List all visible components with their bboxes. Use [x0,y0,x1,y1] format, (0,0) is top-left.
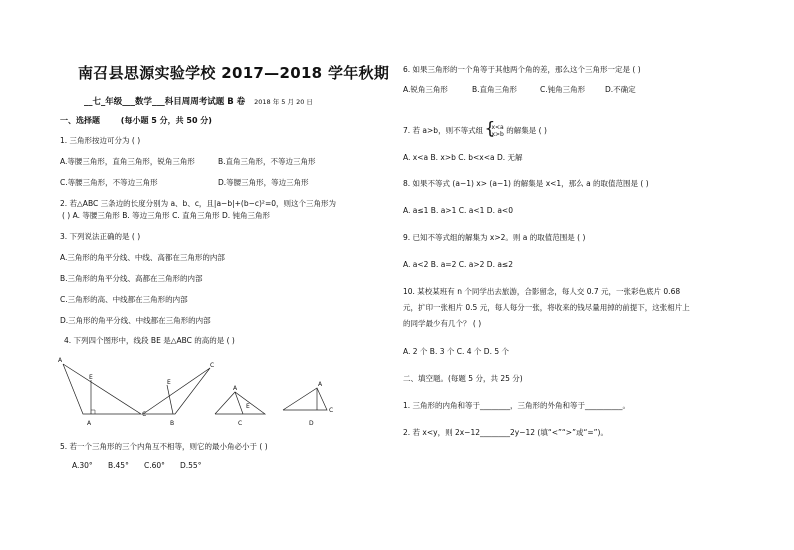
q10-line-1: 10. 某校某班有 n 个同学出去旅游，合影留念，每人交 0.7 元，一张彩色底片 0.68 [403,287,681,296]
q5-option-b: B.45° [108,461,129,470]
q8-stem: 8. 如果不等式 (a−1) x> (a−1) 的解集是 x<1，那么 a 的取值范围是 ( ) [403,179,649,188]
q7-inequality-2: x>b [491,131,504,138]
q1-option-c: C.等腰三角形，不等边三角形 [60,178,158,187]
fig-c-point-a: A [233,385,238,392]
section-2-heading: 二、填空题。(每题 5 分，共 25 分) [403,374,523,383]
figure-b-segment-be [167,385,173,414]
q8-options: A. a≤1 B. a>1 C. a<1 D. a<0 [403,206,513,215]
q1-option-b: B.直角三角形，不等边三角形 [218,157,316,166]
q9-stem: 9. 已知不等式组的解集为 x>2。则 a 的取值范围是 ( ) [403,233,586,242]
q4-stem: 4. 下列四个图形中，线段 BE 是△ABC 的高的是 ( ) [64,336,235,345]
fill-1: 1. 三角形的内角和等于________，三角形的外角和等于__________。 [403,401,631,410]
q5-option-a: A.30° [72,461,93,470]
exam-date: 2018 年 5 月 20 日 [254,98,313,106]
q3-stem: 3. 下列说法正确的是 ( ) [60,232,141,241]
fig-a-point-e: E [89,374,93,381]
q1-option-a: A.等腰三角形，直角三角形，锐角三角形 [60,157,195,166]
q6-option-d: D.不确定 [605,85,636,94]
figure-d-label: D [309,420,314,427]
fig-b-point-e: E [167,379,171,386]
exam-subtitle [84,95,313,107]
q4-figures [55,350,395,430]
q1-option-d: D.等腰三角形，等边三角形 [218,178,309,187]
figure-c-label: C [238,420,243,427]
q3-option-c: C.三角形的高、中线都在三角形的内部 [60,295,188,304]
q7-stem [403,124,547,138]
q5-stem: 5. 若一个三角形的三个内角互不相等，则它的最小角必小于 ( ) [60,442,268,451]
q7-inequality-1: { x<a [491,124,504,131]
section-1-heading [60,115,212,126]
q7-inequality-system [485,124,503,138]
q10-line-3: 的同学最少有几个？ ( ) [403,319,482,328]
figure-a-right-angle-mark [91,410,95,414]
fig-d-point-c: C [329,407,334,414]
q5-option-c: C.60° [144,461,165,470]
fig-a-point-c: C [142,411,147,418]
q6-option-b: B.直角三角形 [472,85,518,94]
q7-suffix: 的解集是 ( ) [506,126,547,135]
figure-a-label: A [87,420,92,427]
q6-stem: 6. 如果三角形的一个角等于其他两个角的差，那么这个三角形一定是 ( ) [403,65,641,74]
q3-option-a: A.三角形的角平分线、中线、高都在三角形的内部 [60,253,225,262]
q9-options: A. a<2 B. a=2 C. a>2 D. a≤2 [403,260,513,269]
q10-line-2: 元，扩印一张相片 0.5 元，每人每分一张，将收来的钱尽量用掉的前提下，这张相片上 [403,303,690,312]
section-1-title: 一、选择题 [60,116,100,125]
fig-c-point-e: E [246,403,250,410]
q2-line-2: ( ) A. 等腰三角形 B. 等边三角形 C. 直角三角形 D. 钝角三角形 [62,211,270,220]
figure-d-triangle [283,388,327,410]
fig-b-point-c: C [210,362,215,369]
figure-c-triangle [215,392,265,414]
section-1-note: (每小题 5 分，共 50 分) [120,116,212,125]
subtitle-main: __七_年级___数学___科目周周考试题 B 卷 [84,97,246,107]
figure-b-triangle [143,368,210,414]
q7-options: A. x<a B. x>b C. b<x<a D. 无解 [403,153,523,162]
fig-d-point-a: A [318,381,323,388]
figure-a-triangle [63,364,141,414]
q3-option-d: D.三角形的角平分线、中线都在三角形的内部 [60,316,211,325]
q7-prefix: 7. 若 a>b，则不等式组 [403,126,484,135]
q2-line-1: 2. 若△ABC 三条边的长度分别为 a、b、c，且|a−b|+(b−c)²=0，则这个三角形为 [60,199,336,208]
q3-option-b: B.三角形的角平分线、高都在三角形的内部 [60,274,203,283]
fill-2: 2. 若 x<y，则 2x−12________2y−12 (填“<”“>”或“=”)。 [403,428,608,437]
q6-option-a: A.锐角三角形 [403,85,448,94]
fig-a-point-a: A [58,357,63,364]
exam-title: 南召县思源实验学校 2017—2018 学年秋期 [78,64,390,82]
q5-option-d: D.55° [180,461,202,470]
figure-b-label: B [170,420,175,427]
q1-stem: 1. 三角形按边可分为 ( ) [60,136,141,145]
q6-option-c: C.钝角三角形 [540,85,586,94]
q10-options: A. 2 个 B. 3 个 C. 4 个 D. 5 个 [403,347,510,356]
